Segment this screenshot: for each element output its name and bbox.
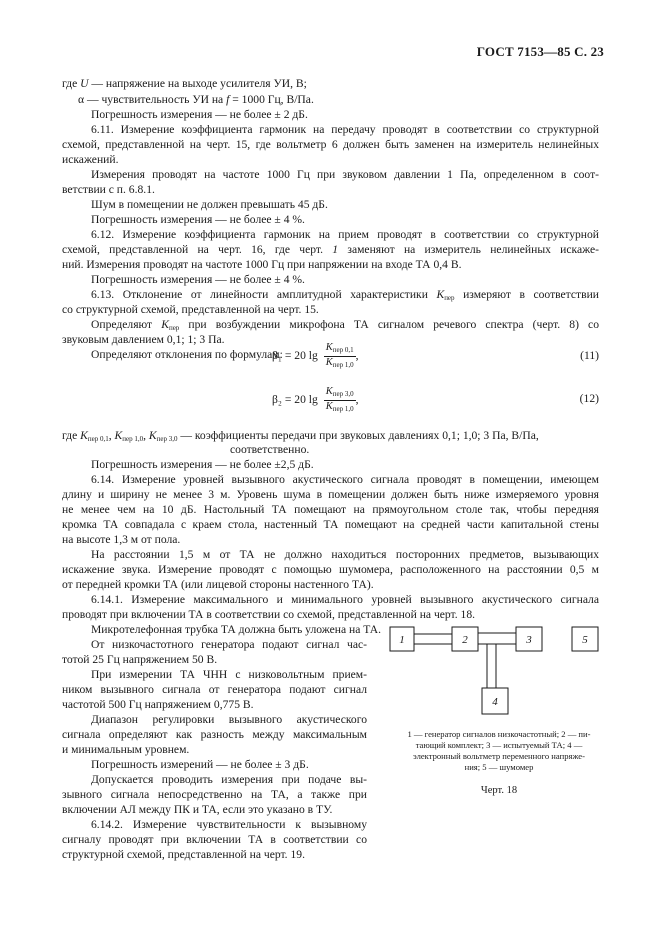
text-line: Определяют $K_{пер}$ при возбуждении микрофона ТА сигналом речевого спектра (черт. 8) со [91,318,599,332]
text-line: включении АЛ между ПК и ТА, если это указано в ТУ. [62,803,333,816]
text-line: не менее чем на 10 дБ. Настольный ТА помещают на прямоугольном столе так, чтобы передняя [62,503,599,516]
text-line: где U — напряжение на выходе усилителя УИ, В; [62,77,307,90]
text-line: проводят при включении ТА в соответствии со схемой, представленной на черт. 18. [62,608,476,621]
formula-11: β₁ = 20 lg $\frac{K_{пер 0,1}}{K_{пер 1,0}}$ , [272,342,359,369]
equation-number: (12) [579,392,599,405]
text-line: Погрешность измерения — не более ± 4 %. [91,213,305,226]
figure-legend: 1 — генератор сигналов низкочастотный; 2 — пи- [407,729,591,739]
text-line: Определяют отклонения по формулам: [91,348,283,361]
text-line: Допускается проводить измерения при подаче вы- [91,773,367,786]
text-line: 6.14. Измерение уровней вызывного акустического сигнала проводят в помещении, имеющем [91,473,599,486]
block-2-label: 2 [462,634,468,646]
figure-legend: тающий комплект; 3 — испытуемый ТА; 4 — [415,740,583,750]
block-3-label: 3 [526,634,532,646]
text-line: При измерении ТА ЧНН с низковольтным прием- [91,668,367,681]
text-line: со структурной схемой, представленной на черт. 15. [62,303,319,316]
figure-legend: электронный вольтметр переменного напряже- [413,751,585,761]
text-line: На расстоянии 1,5 м от ТА не должно находиться посторонних предметов, вызывающих [91,548,599,561]
text-line: Шум в помещении не должен превышать 45 дБ. [91,198,328,211]
text-line: частотой 500 Гц напряжением 0,775 В. [62,698,254,711]
text-line: схемой, представленной на черт. 16, где черт. 1 заменяют на измеритель нелинейных искаже- [62,243,599,256]
text-line: ветствии с п. 6.8.1. [62,183,155,196]
block-4-label: 4 [492,696,498,708]
page-header: ГОСТ 7153—85 С. 23 [476,44,604,59]
figure-caption: Черт. 18 [480,785,518,796]
formula-12: β₂ = 20 lg $\frac{K_{пер 3,0}}{K_{пер 1,0}}$ , [272,386,359,413]
text-line: и минимальным уровнем. [62,743,190,756]
text-line: соответственно. [230,443,310,456]
figure-legend: ния; 5 — шумомер [464,762,534,772]
text-line: 6.14.2. Измерение чувствительности к вызывному [91,818,367,831]
text-line: звуковым давлением 0,1; 1; 3 Па. [62,333,225,346]
text-line: на высоте 1,3 м от пола. [62,533,181,546]
block-1-label: 1 [399,634,405,646]
text-line: схемой, представленной на черт. 15, где вольтметр 6 должен быть заменен на измеритель нелинейных [62,138,599,151]
text-line: от передней кромки ТА (или лицевой стороны настенного ТА). [62,578,374,591]
text-line: тотой 25 Гц напряжением 50 В. [62,653,218,666]
text-line: ником вызывного сигнала от генератора подают сигнал [62,683,367,696]
text-line: ний. Измерения проводят на частоте 1000 Гц при напряжении на входе ТА 0,4 В. [62,258,462,271]
text-line: где $K_{пер 0,1}$, $K_{пер 1,0}$, $K_{пер 3,0}$ — коэффициенты передачи при звуковых давлениях 0,1; 1,0; 3 Па, В/Па, [62,429,539,443]
text-line: кромка ТА совпадала с краем стола, настенный ТА помещают на средней части капитальной стены [62,518,599,531]
text-line: 6.12. Измерение коэффициента гармоник на прием проводят в соответствии со структурной [91,228,599,241]
text-line: длину и ширину не менее 3 м. Уровень шума в помещении должен быть ниже измеряемого уровня [62,488,599,501]
text-line: искажений. [62,153,119,166]
text-line: структурной схемой, представленной на черт. 19. [62,848,305,861]
text-line: сигналу проводят при включении ТА в соответствии со [62,833,367,846]
text-line: Измерения проводят на частоте 1000 Гц при звуковом давлении 1 Па, определенном в соот- [91,168,599,181]
text-line: 6.14.1. Измерение максимального и минимального уровней вызывного акустического сигнала [91,593,599,606]
text-line: 6.11. Измерение коэффициента гармоник на передачу проводят в соответствии со структурной [91,123,599,136]
block-diagram [384,622,614,722]
block-5-label: 5 [582,634,588,646]
text-line: Погрешность измерения — не более ±2,5 дБ. [91,458,314,471]
text-line: Диапазон регулировки вызывного акустического [91,713,367,726]
text-line: От низкочастотного генератора подают сигнал час- [91,638,367,651]
text-line: Погрешность измерения — не более ± 4 %. [91,273,305,286]
equation-number: (11) [580,349,599,362]
text-line: искажение звука. Измерение проводят с помощью шумомера, расположенного на расстоянии 0,5 м [62,563,599,576]
text-line: Микротелефонная трубка ТА должна быть уложена на ТА. [91,623,382,636]
text-line: Погрешность измерений — не более ± 3 дБ. [91,758,309,771]
text-line: Погрешность измерения — не более ± 2 дБ. [91,108,308,121]
text-line: 6.13. Отклонение от линейности амплитудной характеристики $K_{пер}$ измеряют в соответствии [91,288,599,302]
text-line: зывного сигнала непосредственно на ТА, а также при [62,788,367,801]
text-line: α — чувствительность УИ на f = 1000 Гц, В/Па. [78,93,314,106]
text-line: сигнала определяют как разность между максимальным [62,728,367,741]
